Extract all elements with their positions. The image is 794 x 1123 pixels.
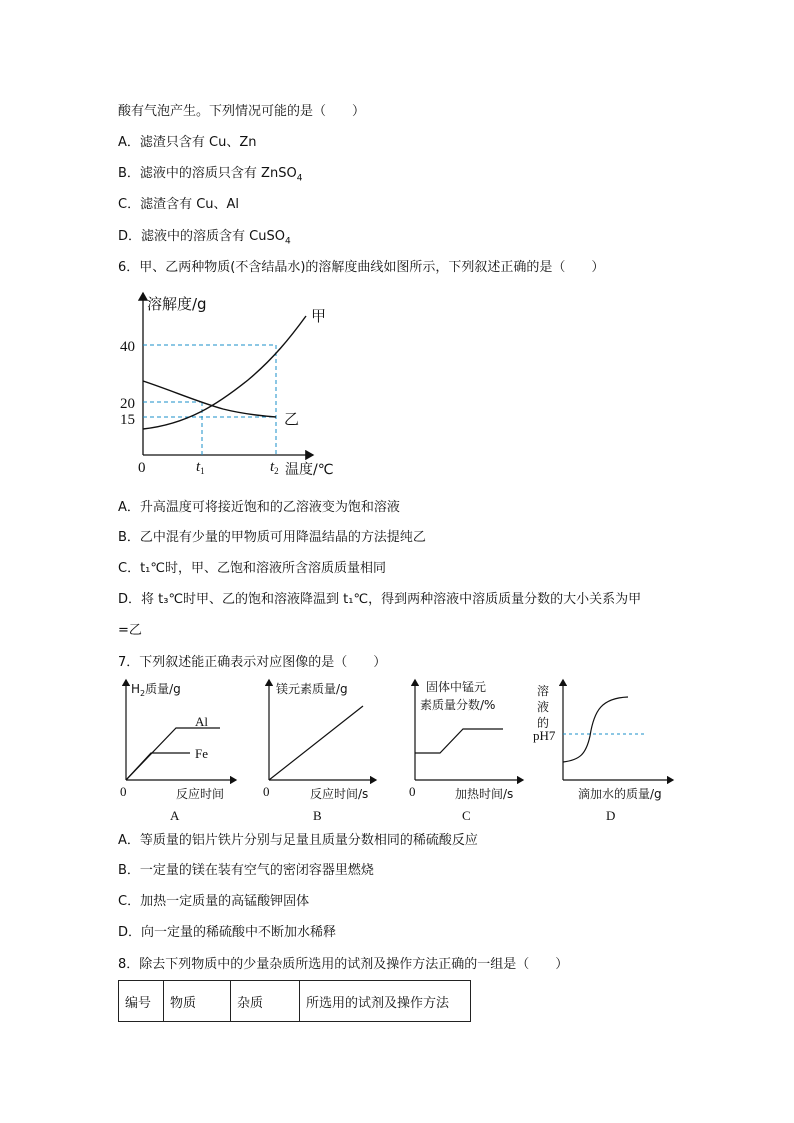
graph-b [263,680,376,823]
option-c [118,196,239,214]
graph-d-curve [563,697,628,762]
table-header-cell: 杂质 [231,981,300,1022]
curve-jia [143,316,306,429]
graph-d-y-label-3: 的 [537,716,550,730]
option-text: 滤液中的溶质只含有 ZnSO [139,166,297,181]
graph-b-y-label: 镁元素质量/g [276,682,348,696]
graph-d-y-label-1: 溶 [537,684,550,698]
q6-option-a: A．升高温度可将接近饱和的乙溶液变为饱和溶液 [118,500,400,515]
question-7-stem: 7．下列叙述能正确表示对应图像的是（ ） [118,655,387,670]
q6-option-b: B．乙中混有少量的甲物质可用降温结晶的方法提纯乙 [118,530,426,545]
graph-d-y-label-ph [533,728,556,743]
option-text: 滤渣只含有 Cu、Zn [139,135,257,150]
tick-t2-base: t [270,459,275,475]
q7-graphs [118,676,688,826]
question-8-stem: 8．除去下列物质中的少量杂质所选用的试剂及操作方法正确的一组是（ ） [118,957,569,972]
question-6-stem: 6．甲、乙两种物质(不含结晶水)的溶解度曲线如图所示，下列叙述正确的是（ ） [118,260,605,275]
graph-a-origin: 0 [120,784,127,799]
q7-option-a: A．等质量的铝片铁片分别与足量且质量分数相同的稀硫酸反应 [118,833,478,848]
subscript: 4 [296,173,303,184]
graph-d-y-label-4: pH [533,728,549,743]
tick-t2-sub: 2 [274,466,279,476]
graph-a-y-label-sub: 2 [140,689,146,698]
option-letter: A． [118,135,140,150]
graph-a-line-fe [126,753,190,780]
graph-b-line [269,706,363,780]
graph-a-y-label-post: 质量/g [145,682,181,696]
solubility-chart [118,288,368,483]
graph-a-x-label: 反应时间 [176,787,225,801]
graph-c-caption: C [462,808,471,823]
subscript: 4 [284,236,291,247]
tick-40: 40 [120,339,135,355]
graph-b-origin: 0 [263,784,270,799]
option-letter: D． [118,229,142,244]
graph-c-y-label-1: 固体中锰元 [426,680,487,694]
curve-yi [143,381,276,417]
graph-c-y-label-2: 素质量分数/% [420,698,496,712]
graph-c-x-label: 加热时间/s [455,787,514,801]
option-a [118,134,257,152]
table-header-row [119,981,471,1022]
tick-t2 [270,459,279,476]
graph-a [120,680,236,823]
option-text: 滤渣含有 Cu、Al [140,197,240,212]
tick-t1-base: t [196,459,201,475]
graph-c [409,679,523,823]
q6-option-d: D．将 t₃℃时甲、乙的饱和溶液降温到 t₁℃，得到两种溶液中溶质质量分数的大小关系为甲 [118,592,642,607]
q6-option-d-cont: =乙 [118,623,142,638]
q7-option-b: B．一定量的镁在装有空气的密闭容器里燃烧 [118,863,374,878]
graph-a-caption: A [170,808,180,823]
table-header-cell: 物质 [164,981,231,1022]
graph-a-y-label [131,681,181,698]
tick-t1 [196,459,205,476]
graph-d-tick-7: 7 [548,728,556,743]
x-axis-label: 温度/℃ [285,462,334,478]
q8-table [118,980,471,1022]
graph-a-label-fe: Fe [195,746,208,761]
option-letter: B． [118,166,140,181]
graph-a-y-label-pre: H [131,682,141,696]
q6-option-c: C．t₁℃时，甲、乙饱和溶液所含溶质质量相同 [118,561,386,576]
q7-option-c: C．加热一定质量的高锰酸钾固体 [118,894,310,909]
table-header-cell: 所选用的试剂及操作方法 [300,981,471,1022]
label-yi: 乙 [284,410,300,428]
graph-b-caption: B [313,808,322,823]
q7-option-d: D．向一定量的稀硫酸中不断加水稀释 [118,925,337,940]
graph-b-x-label: 反应时间/s [310,787,369,801]
graph-c-line [415,729,503,753]
table-header-cell: 编号 [119,981,164,1022]
graph-a-label-al: Al [195,714,208,729]
option-letter: C． [118,197,141,212]
label-jia: 甲 [311,307,327,325]
y-axis-label: 溶解度/g [147,295,207,313]
tick-t1-sub: 1 [200,466,205,476]
option-b [118,165,302,188]
graph-d [533,680,673,823]
origin-label: 0 [138,460,146,476]
graph-d-y-label-2: 液 [537,700,550,714]
graph-d-x-label: 滴加水的质量/g [578,787,662,801]
graph-d-caption: D [606,808,616,823]
tick-20: 20 [120,396,135,412]
option-d [118,228,291,251]
graph-c-origin: 0 [409,784,416,799]
question-stem-tail: 酸有气泡产生。下列情况可能的是（ ） [118,104,366,119]
tick-15: 15 [120,412,135,428]
option-text: 滤液中的溶质含有 CuSO [141,229,285,244]
